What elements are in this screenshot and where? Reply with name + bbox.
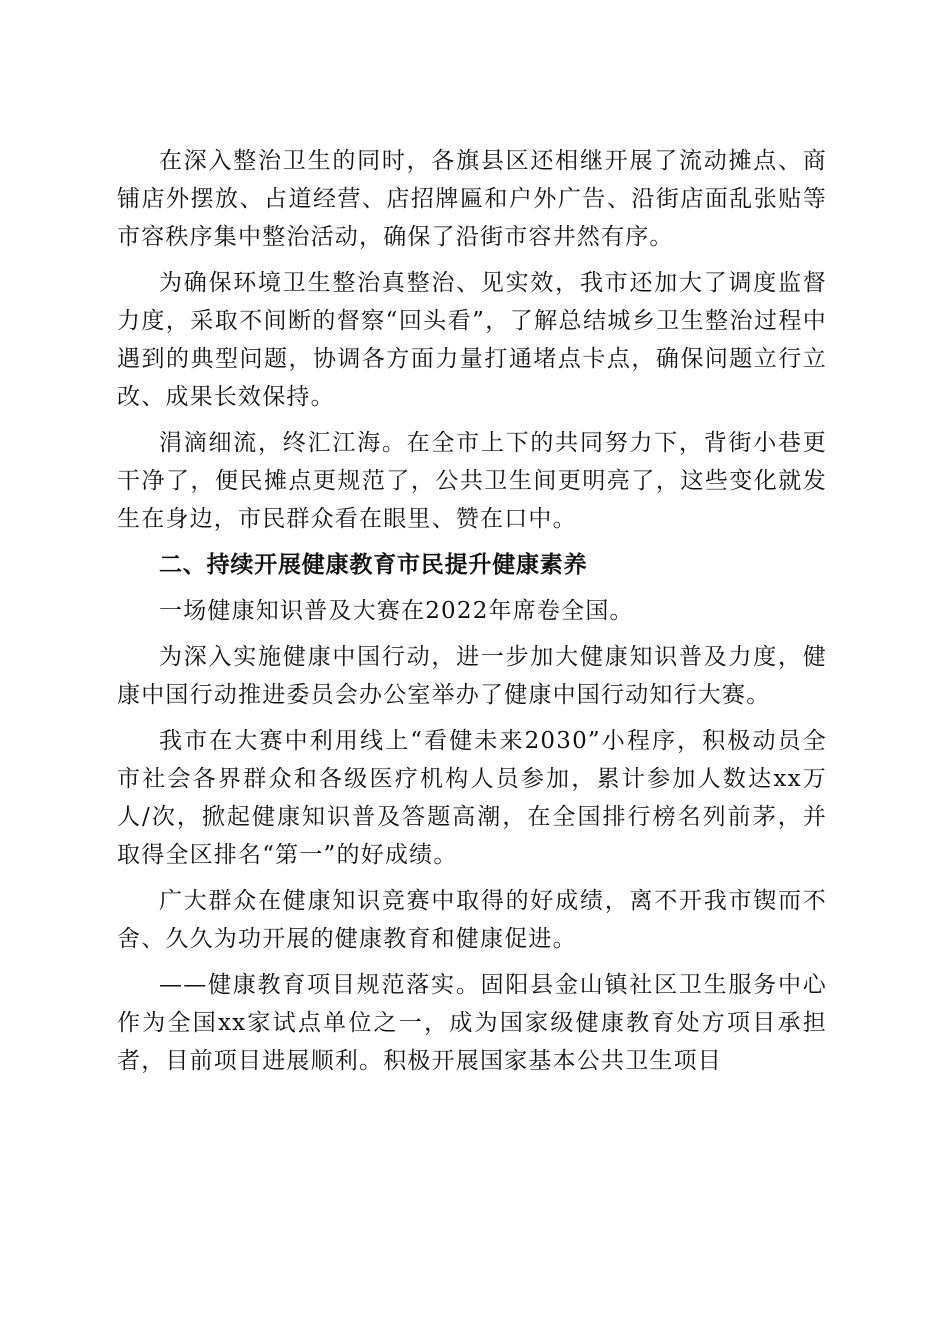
paragraph: 广大群众在健康知识竞赛中取得的好成绩，离不开我市锲而不舍、久久为功开展的健康教育和健康促进。 [117, 888, 827, 952]
paragraph: 一场健康知识普及大赛在2022年席卷全国。 [159, 598, 634, 624]
paragraph: 涓滴细流，终汇江海。在全市上下的共同努力下，背街小巷更干净了，便民摊点更规范了，公共卫生间更明亮了，这些变化就发生在身边，市民群众看在眼里、赞在口中。 [117, 430, 827, 532]
paragraph: 我市在大赛中利用线上“看健未来2030”小程序，积极动员全市社会各界群众和各级医疗机构人员参加，累计参加人数达xx万人/次，掀起健康知识普及答题高潮，在全国排行榜名列前茅，并取得全区排名“第一”的好成绩。 [117, 728, 827, 868]
paragraph: ——健康教育项目规范落实。固阳县金山镇社区卫生服务中心作为全国xx家试点单位之一，成为国家级健康教育处方项目承担者，目前项目进展顺利。积极开展国家基本公共卫生项目 [117, 972, 827, 1074]
section-heading: 二、持续开展健康教育市民提升健康素养 [159, 552, 588, 578]
paragraph: 为确保环境卫生整治真整治、见实效，我市还加大了调度监督力度，采取不间断的督察“回头看”，了解总结城乡卫生整治过程中遇到的典型问题，协调各方面力量打通堵点卡点，确保问题立行立改、成果长效保持。 [117, 270, 827, 410]
document-body [117, 142, 827, 1088]
paragraph: 为深入实施健康中国行动，进一步加大健康知识普及力度，健康中国行动推进委员会办公室举办了健康中国行动知行大赛。 [117, 644, 827, 708]
paragraph: 在深入整治卫生的同时，各旗县区还相继开展了流动摊点、商铺店外摆放、占道经营、店招牌匾和户外广告、沿街店面乱张贴等市容秩序集中整治活动，确保了沿街市容井然有序。 [117, 148, 827, 250]
